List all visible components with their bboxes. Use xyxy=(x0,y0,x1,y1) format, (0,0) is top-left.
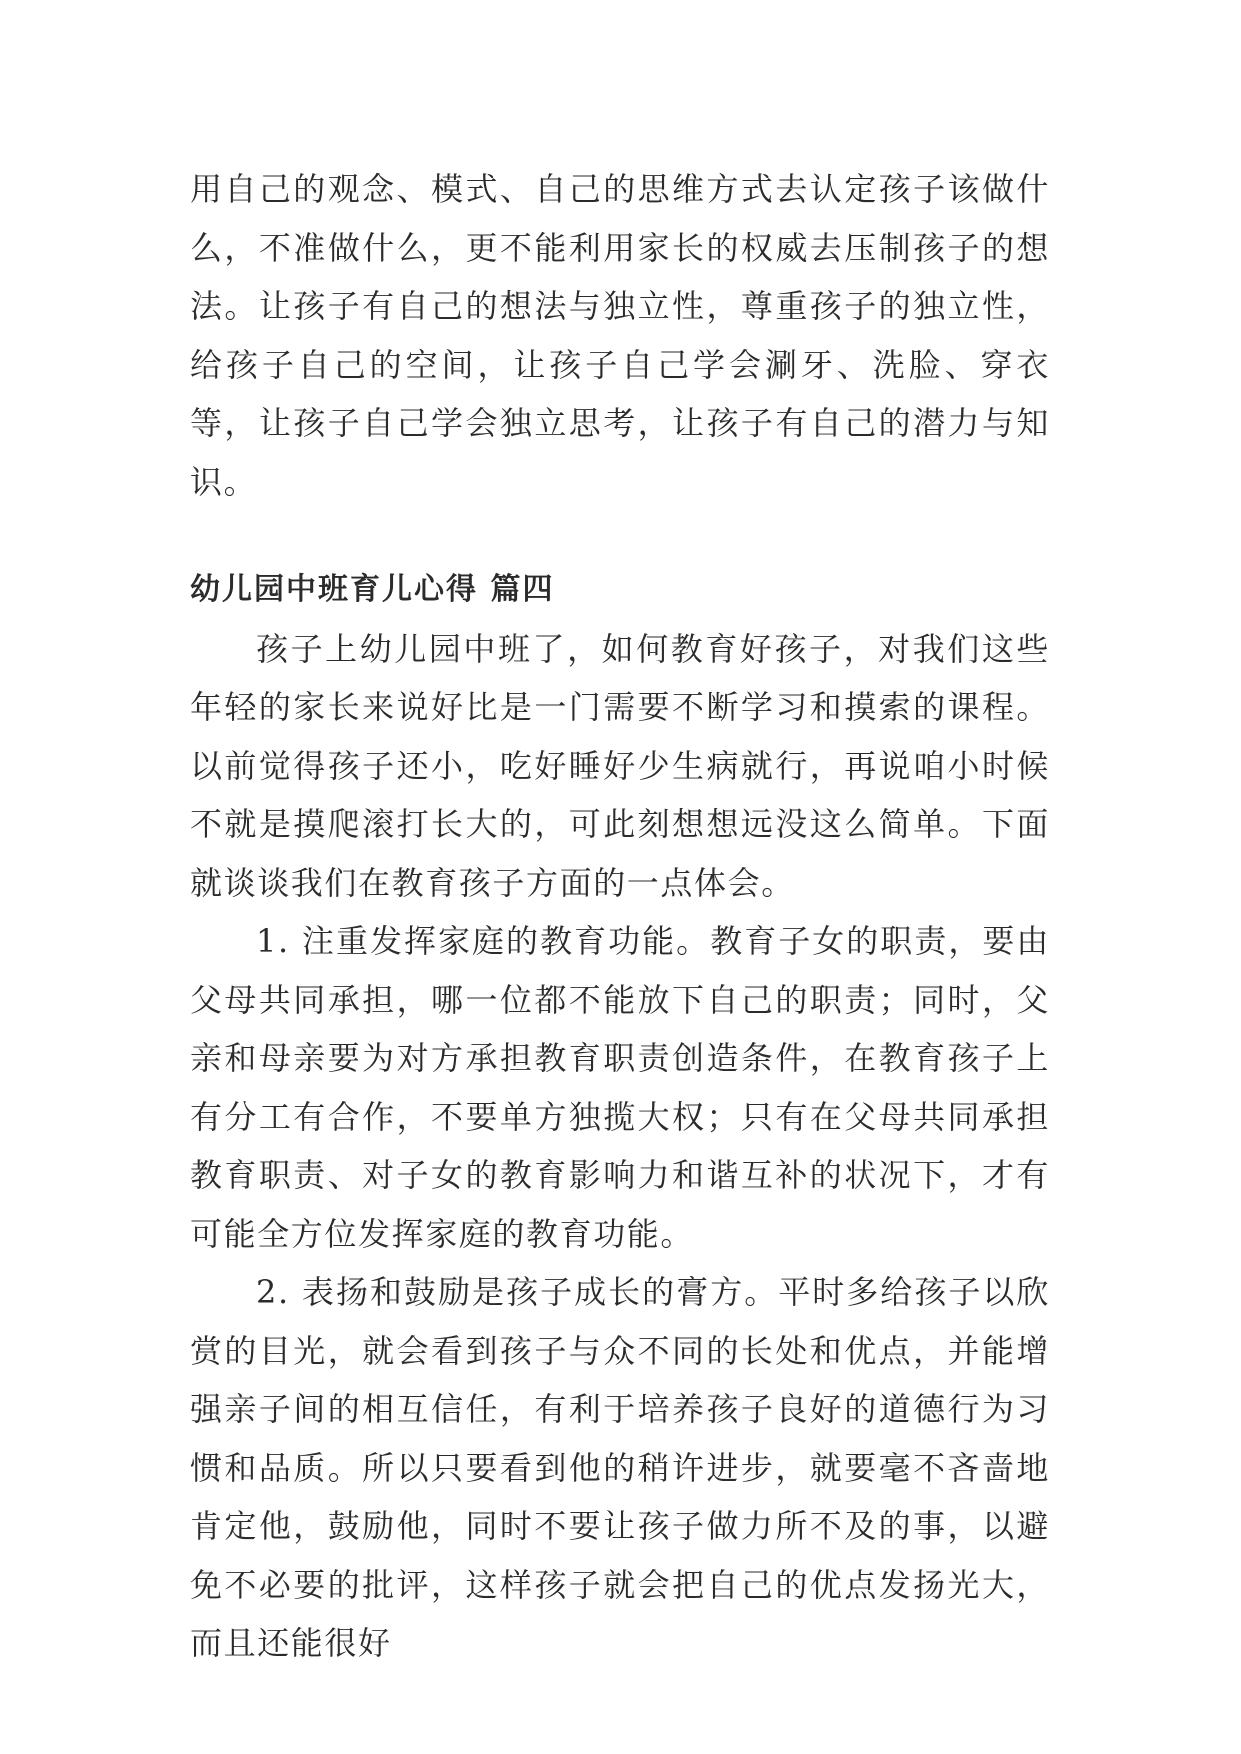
section-heading: 幼儿园中班育儿心得 篇四 xyxy=(190,572,555,607)
point-2-paragraph: 2. 表扬和鼓励是孩子成长的膏方。平时多给孩子以欣赏的目光，就会看到孩子与众不同的长处和优点，并能增强亲子间的相互信任，有利于培养孩子良好的道德行为习惯和品质。所以只要看到他的稍许进步，就要毫不吝啬地肯定他，鼓励他，同时不要让孩子做力所不及的事，以避免不必要的批评，这样孩子就会把自己的优点发扬光大，而且还能很好 xyxy=(190,1273,1050,1662)
point-1-paragraph: 1. 注重发挥家庭的教育功能。教育子女的职责，要由父母共同承担，哪一位都不能放下自己的职责；同时，父亲和母亲要为对方承担教育职责创造条件，在教育孩子上有分工有合作，不要单方独揽大权；只有在父母共同承担教育职责、对子女的教育影响力和谐互补的状况下，才有可能全方位发挥家庭的教育功能。 xyxy=(190,922,1050,1253)
intro-paragraph: 孩子上幼儿园中班了，如何教育好孩子，对我们这些年轻的家长来说好比是一门需要不断学习和摸索的课程。以前觉得孩子还小，吃好睡好少生病就行，再说咱小时候不就是摸爬滚打长大的，可此刻想想远没这么简单。下面就谈谈我们在教育孩子方面的一点体会。 xyxy=(190,629,1050,902)
continued-paragraph: 用自己的观念、模式、自己的思维方式去认定孩子该做什么，不准做什么，更不能利用家长的权威去压制孩子的想法。让孩子有自己的想法与独立性，尊重孩子的独立性，给孩子自己的空间，让孩子自己学会涮牙、洗脸、穿衣等，让孩子自己学会独立思考，让孩子有自己的潜力与知识。 xyxy=(190,170,1050,501)
document-page xyxy=(190,160,1050,1673)
